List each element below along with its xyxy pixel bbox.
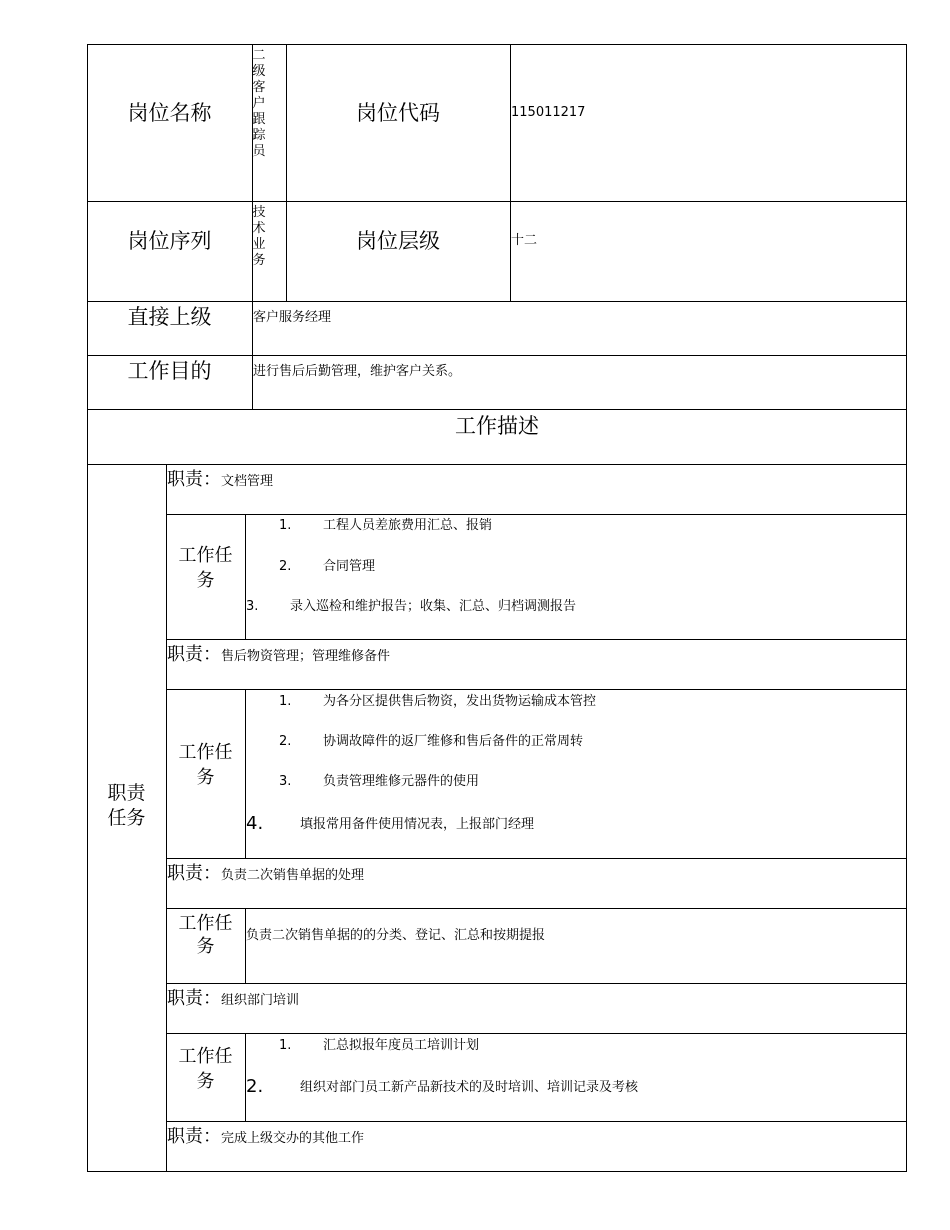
task-number: 2. xyxy=(279,559,292,574)
superior-value: 客户服务经理 xyxy=(253,310,332,325)
duty-text: 文档管理 xyxy=(221,474,274,489)
post-level-label: 岗位层级 xyxy=(356,229,440,253)
post-level-value: 十二 xyxy=(511,233,538,248)
purpose-value: 进行售后后勤管理，维护客户关系。 xyxy=(253,364,462,379)
duties-label xyxy=(87,781,166,831)
task-text: 合同管理 xyxy=(323,559,376,574)
task-text: 负责二次销售单据的的分类、登记、汇总和按期提报 xyxy=(246,928,546,943)
duties-label-line1: 职责 xyxy=(107,782,146,804)
task-text: 汇总拟报年度员工培训计划 xyxy=(323,1038,480,1053)
post-code-value: 115011217 xyxy=(511,105,586,120)
task-text: 为各分区提供售后物资，发出货物运输成本管控 xyxy=(323,694,597,709)
post-series-label: 岗位序列 xyxy=(127,229,212,253)
duty-title xyxy=(167,990,299,1008)
duties-label-line2: 任务 xyxy=(107,807,146,829)
task-label-line2: 务 xyxy=(196,767,215,788)
task-label xyxy=(166,740,245,790)
task-label xyxy=(166,543,245,593)
col-divider xyxy=(286,44,287,301)
task-number: 1. xyxy=(279,694,292,709)
row-divider xyxy=(166,689,907,690)
task-number: 1. xyxy=(279,1038,292,1053)
task-text: 协调故障件的返厂维修和售后备件的正常周转 xyxy=(323,734,584,749)
task-number: 2. xyxy=(246,1076,264,1097)
duty-text: 负责二次销售单据的处理 xyxy=(221,868,365,883)
col-divider xyxy=(245,514,246,639)
task-label xyxy=(166,912,245,958)
purpose-label: 工作目的 xyxy=(127,359,212,383)
post-code-label: 岗位代码 xyxy=(356,101,440,125)
task-text: 负责管理维修元器件的使用 xyxy=(323,774,480,789)
row-divider xyxy=(166,858,907,859)
task-text: 录入巡检和维护报告；收集、汇总、归档调测报告 xyxy=(290,599,577,614)
row-divider xyxy=(87,201,907,202)
task-text: 组织对部门员工新产品新技术的及时培训、培训记录及考核 xyxy=(300,1080,639,1095)
duty-title xyxy=(167,471,273,489)
duty-prefix: 职责： xyxy=(167,863,221,884)
task-label-line1: 工作任 xyxy=(178,545,233,566)
task-label-line1: 工作任 xyxy=(178,913,233,934)
task-text: 填报常用备件使用情况表，上报部门经理 xyxy=(300,817,535,832)
duty-prefix: 职责： xyxy=(167,1126,221,1147)
superior-label: 直接上级 xyxy=(127,305,212,329)
row-divider xyxy=(87,355,907,356)
row-divider xyxy=(166,1033,907,1034)
post-name-label: 岗位名称 xyxy=(127,101,212,125)
task-label-line2: 务 xyxy=(196,570,215,591)
row-divider xyxy=(87,464,907,465)
col-divider xyxy=(510,44,511,301)
row-divider xyxy=(166,983,907,984)
duty-text: 售后物资管理；管理维修备件 xyxy=(221,649,391,664)
task-number: 3. xyxy=(246,599,259,614)
duty-title xyxy=(167,1128,364,1146)
task-label-line2: 务 xyxy=(196,936,215,957)
duty-text: 完成上级交办的其他工作 xyxy=(221,1131,365,1146)
row-divider xyxy=(166,514,907,515)
task-number: 1. xyxy=(279,518,292,533)
description-title: 工作描述 xyxy=(455,414,539,438)
row-divider xyxy=(166,908,907,909)
duty-title xyxy=(167,646,390,664)
col-divider xyxy=(245,908,246,983)
post-name-value: 二级客户跟踪员 xyxy=(252,48,266,159)
task-label-line1: 工作任 xyxy=(178,1046,233,1067)
task-number: 3. xyxy=(279,774,292,789)
duty-prefix: 职责： xyxy=(167,469,221,490)
task-label xyxy=(166,1044,245,1094)
post-series-value: 技术业务 xyxy=(252,205,266,268)
task-label-line2: 务 xyxy=(196,1071,215,1092)
row-divider xyxy=(166,1121,907,1122)
task-text: 工程人员差旅费用汇总、报销 xyxy=(323,518,493,533)
duty-title xyxy=(167,865,364,883)
row-divider xyxy=(87,409,907,410)
task-label-line1: 工作任 xyxy=(178,742,233,763)
duty-prefix: 职责： xyxy=(167,988,221,1009)
duty-text: 组织部门培训 xyxy=(221,993,300,1008)
duty-prefix: 职责： xyxy=(167,644,221,665)
row-divider xyxy=(87,301,907,302)
task-number: 4. xyxy=(246,813,264,834)
row-divider xyxy=(166,639,907,640)
task-number: 2. xyxy=(279,734,292,749)
